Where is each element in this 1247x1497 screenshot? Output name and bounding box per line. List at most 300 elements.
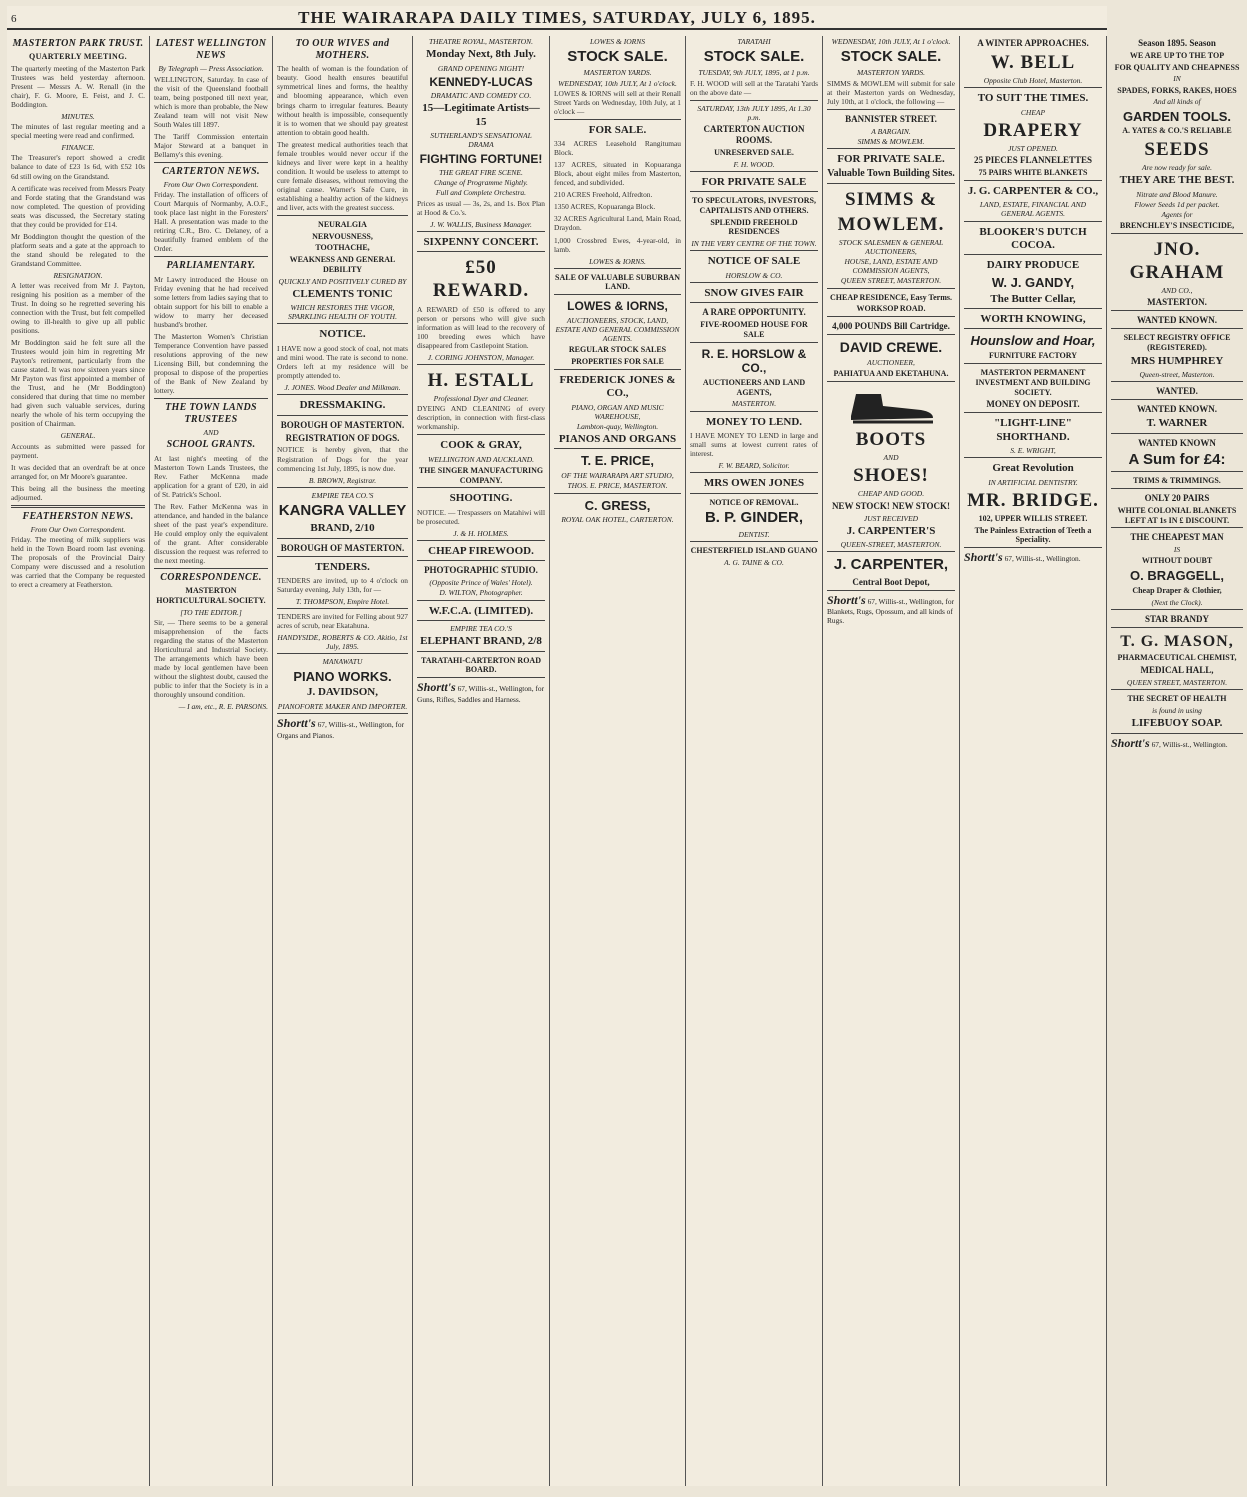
ad-title: SNOW GIVES FAIR bbox=[704, 286, 804, 299]
ad-line: A BARGAIN. bbox=[871, 126, 911, 136]
divider bbox=[154, 398, 268, 399]
ad-title: 4,000 POUNDS Bill Cartridge. bbox=[832, 321, 950, 332]
letter-signature: — I am, etc., R. E. PARSONS. bbox=[178, 702, 268, 712]
advert-dentistry bbox=[964, 457, 1102, 545]
divider bbox=[11, 505, 145, 508]
ad-title: BOROUGH OF MASTERTON. bbox=[280, 542, 405, 553]
ad-title: BLOOKER'S DUTCH COCOA. bbox=[979, 225, 1087, 251]
column-5 bbox=[550, 36, 686, 1486]
advert-shooting bbox=[417, 487, 545, 538]
ad-title: R. E. HORSLOW & CO., bbox=[701, 346, 807, 376]
ad-title: STOCK SALE. bbox=[703, 48, 805, 66]
ad-title: SHOES! bbox=[853, 465, 929, 487]
ad-line: QUEEN-STREET, MASTERTON. bbox=[840, 540, 942, 550]
advert-road-board bbox=[417, 651, 545, 676]
ad-title: KANGRA VALLEY bbox=[278, 501, 407, 519]
ad-title: W. BELL bbox=[990, 51, 1076, 73]
advert-shorthand bbox=[964, 412, 1102, 455]
ad-signature: F. H. WOOD. bbox=[733, 159, 775, 169]
advert-shortts bbox=[964, 547, 1102, 565]
ad-title: ONLY 20 PAIRS bbox=[1144, 492, 1210, 503]
ad-text: SIMMS & MOWLEM will submit for sale at their Masterton yards on Wednesday, July 10th, at 1 o'clock, the following — bbox=[827, 78, 955, 106]
advert-private-sale bbox=[690, 171, 818, 189]
ad-title: TARATAHI-CARTERTON ROAD BOARD. bbox=[421, 655, 541, 675]
ad-title: ELEPHANT BRAND, 2/8 bbox=[420, 635, 542, 648]
advert-dressmaking bbox=[277, 394, 408, 412]
ad-line: PAHIATUA AND EKETAHUNA. bbox=[833, 369, 949, 379]
ad-brand: Shortt's bbox=[827, 592, 866, 607]
ad-line: J. CARPENTER'S bbox=[846, 524, 936, 537]
ad-line: TUESDAY, 9th JULY, 1895, at 1 p.m. bbox=[698, 68, 810, 78]
ad-line: (Next the Clock). bbox=[1151, 597, 1203, 607]
newspaper-title: THE WAIRARAPA DAILY TIMES, SATURDAY, JULY 6, 1895. bbox=[298, 8, 816, 27]
ad-line: AND bbox=[883, 453, 899, 463]
ad-line: DRAMATIC AND COMEDY CO. bbox=[430, 91, 532, 101]
ad-title: 15—Legitimate Artists—15 bbox=[422, 102, 540, 128]
advert-boots bbox=[827, 381, 955, 549]
ad-title: TRIMS & TRIMMINGS. bbox=[1133, 476, 1221, 486]
ad-line: NEW STOCK! NEW STOCK! bbox=[831, 500, 951, 511]
divider bbox=[154, 162, 268, 163]
advert-concert bbox=[417, 231, 545, 249]
advert-horslow bbox=[690, 342, 818, 409]
ad-line: IN THE VERY CENTRE OF THE TOWN. bbox=[691, 239, 817, 249]
article-text: The Masterton Women's Christian Temperance Convention have passed resolutions approving of the new Licensing Bill, but condemning the proposal to dispose of the properties of the Bank of New Zealand by lottery. bbox=[154, 331, 268, 395]
article-text: At last night's meeting of the Masterton Town Lands Trustees, the Rev. Father McKenna made application for a grant of £20, in aid of St. Patrick's School. bbox=[154, 453, 268, 499]
ad-title: BOROUGH OF MASTERTON. bbox=[280, 419, 405, 430]
subheading-quarterly: QUARTERLY MEETING. bbox=[29, 52, 127, 62]
ad-text: TENDERS are invited, up to 4 o'clock on Saturday evening, July 13th, for — bbox=[277, 575, 408, 594]
advert-elephant-tea bbox=[417, 620, 545, 649]
heading-featherston: FEATHERSTON NEWS. bbox=[22, 510, 134, 522]
heading-town-lands: THE TOWN LANDS TRUSTEES bbox=[165, 401, 257, 426]
ad-signature: J. W. WALLIS, Business Manager. bbox=[430, 219, 532, 229]
ad-text: 210 ACRES Freehold, Alfredton. bbox=[554, 190, 653, 200]
ad-text: 67, Willis-st., Wellington, for Guns, Rifles, Saddles and Harness. bbox=[417, 684, 545, 704]
advert-tenders bbox=[277, 556, 408, 607]
advert-building-sites bbox=[827, 148, 955, 181]
ad-signature: HORSLOW & CO. bbox=[725, 270, 783, 280]
ad-text: F. H. WOOD will sell at the Taratahi Yards on the above date — bbox=[690, 78, 818, 97]
byline: By Telegraph — Press Association. bbox=[158, 64, 264, 74]
advert-wanted-known bbox=[1111, 310, 1243, 326]
ad-line: A Sum for £4: bbox=[1128, 450, 1226, 468]
ad-line: AUCTIONEERS, STOCK, LAND, ESTATE AND GENERAL COMMISSION AGENTS. bbox=[555, 315, 680, 344]
column-9 bbox=[1107, 36, 1247, 1486]
ad-title: WANTED KNOWN bbox=[1138, 437, 1216, 448]
ad-line: EMPIRE TEA CO.'S bbox=[450, 623, 512, 633]
advert-worth-knowing bbox=[964, 308, 1102, 326]
ad-line: AND CO., bbox=[1161, 286, 1193, 296]
ad-text: NOTICE. — Trespassers on Matahiwi will be prosecuted. bbox=[417, 507, 545, 526]
ad-signature: D. WILTON, Photographer. bbox=[439, 588, 523, 598]
advert-lifebuoy bbox=[1111, 689, 1243, 730]
ad-line: GRAND OPENING NIGHT! bbox=[437, 63, 525, 73]
ad-line: Change of Programme Nightly. bbox=[434, 178, 528, 188]
advert-registry bbox=[1111, 328, 1243, 379]
ad-line: BRAND, 2/10 bbox=[310, 522, 375, 535]
advert-money-lend bbox=[690, 411, 818, 471]
ad-line: NEURALGIA bbox=[318, 219, 367, 229]
ad-line: PROPERTIES FOR SALE bbox=[571, 357, 664, 366]
ad-text: 32 ACRES Agricultural Land, Main Road, Draydon. bbox=[554, 214, 681, 233]
article-text: The Treasurer's report showed a credit balance to date of £23 1s 6d, with £52 10s 6d still owing on the Grandstand. bbox=[11, 153, 145, 181]
heading-wives-mothers: TO OUR WIVES and MOTHERS. bbox=[295, 38, 390, 62]
ad-text: DYEING AND CLEANING of every description, in connection with first-class workmanship. bbox=[417, 404, 545, 432]
ad-line: UNRESERVED SALE. bbox=[714, 147, 794, 157]
newspaper-page bbox=[7, 6, 1240, 1486]
ad-title: KENNEDY-LUCAS bbox=[429, 74, 533, 89]
section-label: RESIGNATION. bbox=[53, 270, 103, 280]
ad-line: WORKSOP ROAD. bbox=[856, 304, 926, 314]
ad-text: 67, Willis-st., Wellington, for Blankets, Rugs, Opossum, and all kinds of Rugs. bbox=[827, 596, 955, 626]
ad-line: WE ARE UP TO THE TOP bbox=[1129, 50, 1225, 60]
ad-line: TOOTHACHE, bbox=[315, 243, 370, 253]
ad-line: JUST OPENED. bbox=[1008, 144, 1058, 153]
advert-notice-wood bbox=[277, 323, 408, 392]
ad-title: LOWES & IORNS, bbox=[567, 299, 668, 314]
ad-line: SPADES, FORKS, RAKES, HOES bbox=[1117, 85, 1237, 95]
advert-for-sale bbox=[554, 119, 681, 266]
ad-title: GARDEN TOOLS. bbox=[1122, 108, 1232, 124]
ad-title: T. E. PRICE, bbox=[581, 453, 654, 469]
ad-line: LOWES & IORNS bbox=[590, 37, 645, 46]
ad-line: PHARMACEUTICAL CHEMIST, bbox=[1117, 653, 1237, 663]
heading-park-trust: MASTERTON PARK TRUST. bbox=[12, 38, 144, 49]
ad-title: MR. BRIDGE. bbox=[967, 489, 1099, 511]
ad-title: J. CARPENTER, bbox=[833, 556, 949, 574]
ad-line: Professional Dyer and Cleaner. bbox=[433, 394, 529, 404]
ad-line: Season 1895. Season bbox=[1138, 38, 1216, 48]
ad-line: NERVOUSNESS, bbox=[312, 231, 373, 241]
advert-clements-tonic bbox=[277, 215, 408, 322]
page-number: 6 bbox=[11, 13, 17, 25]
advert-auction-rooms bbox=[690, 100, 818, 169]
ad-title: STOCK SALE. bbox=[567, 48, 668, 66]
ad-brand: Shortt's bbox=[964, 550, 1003, 565]
advert-wfca bbox=[417, 600, 545, 618]
divider bbox=[154, 256, 268, 257]
advert-rare-opportunity bbox=[690, 302, 818, 339]
ad-line: AUCTIONEER, bbox=[867, 358, 915, 368]
advert-lowes-iorns bbox=[554, 294, 681, 367]
advert-cartridge bbox=[827, 316, 955, 332]
ad-line: WEAKNESS AND GENERAL DEBILITY bbox=[289, 255, 396, 274]
advert-suburban-land bbox=[554, 268, 681, 293]
advert-borough bbox=[277, 538, 408, 554]
ad-brand: Shortt's bbox=[1111, 735, 1150, 750]
ad-brand: Shortt's bbox=[417, 680, 456, 695]
ad-text: I HAVE MONEY TO LEND in large and small sums at lowest current rates of interest. bbox=[690, 431, 818, 459]
ad-line: WITHOUT DOUBT bbox=[1141, 556, 1213, 566]
advert-price-art-studio bbox=[554, 448, 681, 490]
ad-line: CHEAP AND GOOD. bbox=[857, 489, 925, 499]
ad-line: 75 PAIRS WHITE BLANKETS bbox=[978, 168, 1088, 178]
ad-title: PHOTOGRAPHIC STUDIO. bbox=[424, 565, 538, 576]
ad-title: SEEDS bbox=[1144, 139, 1210, 161]
ad-line: MASTERTON YARDS. bbox=[583, 68, 652, 78]
advert-hounslow bbox=[964, 328, 1102, 361]
ad-line: Valuable Town Building Sites. bbox=[827, 168, 955, 180]
ad-line: The Butter Cellar, bbox=[990, 292, 1076, 305]
advert-dog-registration bbox=[277, 415, 408, 485]
advert-trims bbox=[1111, 471, 1243, 486]
ad-title: CHEAP RESIDENCE, Easy Terms. bbox=[829, 292, 953, 302]
section-label: GENERAL. bbox=[60, 431, 96, 441]
ad-title: H. ESTALL bbox=[427, 369, 535, 391]
advert-blankets bbox=[1111, 488, 1243, 525]
ad-title: J. G. CARPENTER & CO., bbox=[967, 184, 1099, 197]
column-8 bbox=[960, 36, 1107, 1486]
ad-title: MONEY TO LEND. bbox=[705, 415, 803, 428]
ad-title: CARTERTON AUCTION ROOMS. bbox=[703, 123, 805, 145]
section-label: FINANCE. bbox=[61, 143, 95, 153]
ad-signature: A. G. TAINE & CO. bbox=[724, 557, 784, 567]
ad-signature: F. W. BEARD, Solicitor. bbox=[718, 461, 790, 471]
ad-line: PIANOS AND ORGANS bbox=[558, 432, 677, 445]
ad-line: SPLENDID FREEHOLD RESIDENCES bbox=[710, 217, 798, 237]
ad-line: WEDNESDAY, 10th JULY, At 1 o'clock. bbox=[831, 37, 951, 46]
advert-firewood bbox=[417, 540, 545, 558]
ad-line: WEDNESDAY, 10th JULY, At 1 o'clock. bbox=[558, 78, 677, 88]
ad-title: CHESTERFIELD ISLAND GUANO bbox=[690, 545, 818, 555]
ad-line: Queen-street, Masterton. bbox=[1139, 370, 1215, 380]
ad-title: B. P. GINDER, bbox=[704, 509, 804, 527]
ad-title: SIMMS & bbox=[845, 188, 937, 210]
ad-line: Cheap Draper & Clothier, bbox=[1132, 586, 1222, 596]
ad-text: 1350 ACRES, Kopuaranga Block. bbox=[554, 202, 656, 212]
ad-line: FIVE-ROOMED HOUSE FOR SALE bbox=[700, 320, 808, 339]
article-text: The greatest medical authorities teach that female troubles would never occur if the kidneys and liver were kept in a healthy condition. It would be useless to attempt to cure female diseases, without removing the original cause. Warner's Safe Cure, in establishing a healthy action of the kidneys and liver, acts with the greatest success. bbox=[277, 139, 408, 212]
ad-line: WELLINGTON AND AUCKLAND. bbox=[427, 454, 535, 464]
ad-title: W.F.C.A. (LIMITED). bbox=[428, 604, 534, 617]
ad-line: THE SINGER MANUFACTURING COMPANY. bbox=[418, 465, 544, 485]
advert-reward bbox=[417, 251, 545, 362]
ad-title: PIANO WORKS. bbox=[293, 668, 392, 684]
ad-signature: B. BROWN, Registrar. bbox=[308, 475, 377, 485]
ad-line: S. E. WRIGHT, bbox=[1010, 446, 1056, 456]
ad-title: DAIRY PRODUCE bbox=[986, 259, 1080, 272]
ad-text: 67, Willis-st., Wellington. bbox=[1151, 739, 1228, 749]
ad-line: WHICH RESTORES THE VIGOR, SPARKLING HEALTH OF YOUTH. bbox=[288, 303, 397, 322]
advert-drapery bbox=[964, 87, 1102, 178]
ad-title: FREDERICK JONES & CO., bbox=[559, 373, 676, 400]
ad-line: ROYAL OAK HOTEL, CARTERTON. bbox=[561, 515, 674, 525]
ad-title: WANTED. bbox=[1156, 386, 1198, 397]
ad-line: Lambton-quay, Wellington. bbox=[576, 421, 659, 431]
advert-bannister bbox=[827, 109, 955, 146]
byline: From Our Own Correspondent. bbox=[30, 524, 126, 534]
ad-line: STOCK SALESMEN & GENERAL AUCTIONEERS, bbox=[838, 237, 944, 256]
ad-signature: SIMMS & MOWLEM. bbox=[857, 136, 925, 146]
article-text: This being all the business the meeting adjourned. bbox=[11, 483, 145, 502]
ad-line: QUICKLY AND POSITIVELY CURED BY bbox=[278, 276, 407, 286]
ad-line: LAND, ESTATE, FINANCIAL AND GENERAL AGENTS. bbox=[979, 200, 1087, 219]
article-text: Sir, — There seems to be a general misapprehension of the facts regarding the status of the Masterton Horticultural and Industrial Society. The arrangements which have been made by local gentlemen have been without the slightest doubt, caused the public to infer that the Society is in a thoroughly unsound condition. bbox=[154, 617, 268, 700]
advert-cheap-residence bbox=[827, 288, 955, 315]
ad-title: MOWLEM. bbox=[837, 213, 945, 235]
article-text: A certificate was received from Messrs Peaty and Forde stating that the Grandstand was now completed. The question of providing seats was discussed, the Secretary stating that they could be provided for £14. bbox=[11, 183, 145, 229]
advert-simms-mowlem bbox=[827, 183, 955, 286]
advert-building-society bbox=[964, 363, 1102, 410]
ad-line: PIANOFORTE MAKER AND IMPORTER. bbox=[277, 701, 408, 711]
advert-shortts bbox=[827, 590, 955, 626]
ad-title: COOK & GRAY, bbox=[440, 439, 522, 452]
ad-line: MANAWATU bbox=[322, 657, 363, 667]
ad-title: TENDERS. bbox=[315, 560, 370, 573]
ad-line: IS bbox=[1173, 545, 1181, 555]
advert-empire-tea bbox=[277, 487, 408, 536]
ad-line: HOUSE, LAND, ESTATE AND COMMISSION AGENTS, bbox=[844, 257, 938, 276]
article-text: The Rev. Father McKenna was in attendance, and handed in the balance sheet of the past year's expenditure. He could employ only the equivalent of the grant. After considerable discussion the request was referred to the next meeting. bbox=[154, 501, 268, 565]
ad-line: JUST RECEIVED bbox=[863, 513, 919, 523]
ad-text: A REWARD of £50 is offered to any person or persons who will give such information as will lead to the recovery of 100 breeding ewes which have disappeared from Castlepoint Station. bbox=[417, 304, 545, 350]
advert-speculators bbox=[690, 191, 818, 248]
ad-line: THEATRE ROYAL, MASTERTON. bbox=[428, 37, 534, 46]
advert-shortts bbox=[277, 713, 408, 740]
ad-line: IN bbox=[1173, 74, 1181, 84]
ad-line: NOTICE OF REMOVAL. bbox=[709, 497, 799, 507]
ad-signature: T. THOMPSON, Empire Hotel. bbox=[295, 596, 390, 606]
ad-title: THE CHEAPEST MAN bbox=[1130, 532, 1224, 543]
ad-line: MONEY ON DEPOSIT. bbox=[986, 399, 1080, 410]
ad-title: WANTED KNOWN. bbox=[1136, 404, 1217, 415]
ad-title: TO SUIT THE TIMES. bbox=[977, 92, 1089, 105]
article-text: It was decided that an overdraft be at once arranged for, on Mr Moore's guarantee. bbox=[11, 462, 145, 481]
article-text: The Tariff Commission entertain Major Steward at a banquet in Bellamy's this evening. bbox=[154, 131, 268, 159]
ad-line: SATURDAY, 13th JULY 1895, At 1.30 p.m. bbox=[697, 103, 811, 122]
article-text: Mr Boddington said he felt sure all the Trustees would join him in regretting Mr Payton's retirement, particularly from the cause stated. It was now sixteen years since Mr Payton was first appointed a member of the Trust, and he (Mr Boddington) considered that during that time no member had given such valuable services, during nearly the whole of his term occupying the position of Chairman. bbox=[11, 338, 145, 429]
ad-title: WORTH KNOWING, bbox=[980, 313, 1086, 326]
ad-title: FIGHTING FORTUNE! bbox=[419, 151, 543, 166]
article-text: Accounts as submitted were passed for payment. bbox=[11, 441, 145, 460]
ad-title: WANTED KNOWN. bbox=[1136, 315, 1217, 326]
ad-line: PIANO, ORGAN AND MUSIC WAREHOUSE, bbox=[571, 402, 664, 421]
ad-line: T. WARNER bbox=[1146, 417, 1208, 430]
ad-text: I HAVE now a good stock of coal, not mats and mini wood. The rate is second to none. Orders left at my residence will be promptly attended to. bbox=[277, 343, 408, 380]
ad-text: NOTICE is hereby given, that the Registration of Dogs for the year commencing 1st July, 1895, is now due. bbox=[277, 445, 408, 473]
heading-carterton: CARTERTON NEWS. bbox=[162, 165, 260, 177]
ad-line: Full and Complete Orchestra. bbox=[435, 188, 527, 198]
heading-wellington-news: LATEST WELLINGTON NEWS bbox=[155, 38, 267, 62]
advert-graham bbox=[1111, 233, 1243, 308]
article-text: Friday. The installation of officers of Court Marquis of Normanby, A.O.F., took place last night in the Foresters' Hall. A presentation was made to the retiring C.R., Bro. C. Delaney, of a beautifully framed emblem of the Order. bbox=[154, 190, 268, 254]
ad-title: FOR PRIVATE SALE bbox=[701, 175, 807, 188]
advert-scrub-tenders bbox=[277, 608, 408, 651]
column-3 bbox=[273, 36, 413, 1486]
article-text: The health of woman is the foundation of beauty. Good health ensures beautiful symmetrical lines and forms, the healthy and blooming appearance, which even brings charm to irregular features. Beauty without health is impossible, consequently it is to women that we should pay greatest attention to obtain good health. bbox=[277, 64, 408, 137]
column-2 bbox=[150, 36, 273, 1486]
advert-cook-gray bbox=[417, 434, 545, 485]
ad-line: A. YATES & CO.'S RELIABLE bbox=[1122, 126, 1232, 136]
advert-frederick-jones bbox=[554, 369, 681, 447]
advert-carpenter-co bbox=[964, 180, 1102, 219]
ad-line: IN ARTIFICIAL DENTISTRY. bbox=[988, 477, 1078, 487]
advert-cocoa bbox=[964, 221, 1102, 253]
ad-signature: J. CORING JOHNSTON, Manager. bbox=[427, 352, 535, 362]
column-4 bbox=[413, 36, 550, 1486]
ad-title: REGISTRATION OF DOGS. bbox=[285, 432, 400, 443]
ad-line: J. DAVIDSON, bbox=[306, 686, 378, 699]
ad-line: MEDICAL HALL, bbox=[1140, 665, 1214, 676]
ad-title: O. BRAGGELL, bbox=[1130, 568, 1224, 584]
article-text: The minutes of last regular meeting and a special meeting were read and confirmed. bbox=[11, 122, 145, 141]
ad-title: Monday Next, 8th July. bbox=[426, 48, 536, 61]
ad-title: DRAPERY bbox=[983, 119, 1083, 141]
advert-sum bbox=[1111, 433, 1243, 469]
column-7 bbox=[823, 36, 960, 1486]
ad-text: 67, Willis-st., Wellington. bbox=[1004, 554, 1081, 564]
advert-shortts bbox=[417, 677, 545, 704]
ad-line: Opposite Club Hotel, Masterton. bbox=[983, 76, 1083, 86]
advert-carpenter bbox=[827, 551, 955, 587]
ad-line: MASTERTON. bbox=[731, 399, 777, 409]
byline: From Our Own Correspondent. bbox=[163, 179, 259, 189]
ad-title: £50 REWARD. bbox=[432, 257, 530, 302]
article-text: Mr Boddington thought the question of the platform seats and a gate at the approach to the stand should be relegated to the Grandstand Committee. bbox=[11, 231, 145, 268]
ad-brand: Shortt's bbox=[277, 716, 316, 731]
advert-snow bbox=[690, 282, 818, 300]
ad-line: 102, UPPER WILLIS STREET. bbox=[978, 513, 1088, 523]
ad-title: SHOOTING. bbox=[449, 492, 513, 505]
ad-line: SUTHERLAND'S SENSATIONAL DRAMA bbox=[430, 131, 532, 150]
ad-line: FOR QUALITY AND CHEAPNESS bbox=[1114, 62, 1240, 72]
ad-line: 25 PIECES FLANNELETTES bbox=[973, 155, 1093, 166]
advert-david-crewe bbox=[827, 334, 955, 379]
ad-title: SELECT REGISTRY OFFICE (REGISTERED). bbox=[1123, 333, 1231, 353]
ad-title: NOTICE OF SALE bbox=[707, 255, 801, 268]
heading-and: AND bbox=[203, 428, 219, 438]
ad-text: Prices as usual — 3s, 2s, and 1s. Box Plan at Hood & Co.'s. bbox=[417, 198, 545, 217]
ad-line: CHEAP bbox=[1020, 107, 1046, 117]
ad-signature: HANDYSIDE, ROBERTS & CO. Akitio, 1st July, 1895. bbox=[277, 633, 408, 652]
ad-line: EMPIRE TEA CO.'S bbox=[311, 490, 374, 500]
ad-title: STOCK SALE. bbox=[840, 48, 942, 66]
ad-title: TO SPECULATORS, INVESTORS, CAPITALISTS AND OTHERS. bbox=[692, 196, 816, 215]
ad-line: FURNITURE FACTORY bbox=[988, 351, 1078, 361]
section-label: MINUTES. bbox=[61, 112, 95, 122]
masthead bbox=[7, 6, 1107, 30]
divider bbox=[154, 568, 268, 569]
ad-line: THE GREAT FIRE SCENE. bbox=[439, 168, 523, 178]
advert-piano-works bbox=[277, 653, 408, 711]
ad-line: The Painless Extraction of Teeth a Speciality. bbox=[974, 525, 1092, 545]
ad-line: CLEMENTS TONIC bbox=[292, 287, 393, 300]
ad-line: THEY ARE THE BEST. bbox=[1119, 174, 1235, 187]
ad-title: CHEAP FIREWOOD. bbox=[428, 544, 534, 557]
ad-line: (Opposite Prince of Wales' Hotel). bbox=[429, 578, 533, 588]
advert-owen-jones bbox=[690, 472, 818, 490]
advert-brandy bbox=[1111, 609, 1243, 625]
ad-title: "LIGHT-LINE" SHORTHAND. bbox=[994, 417, 1072, 443]
article-text: The quarterly meeting of the Masterton Park Trustees was held yesterday afternoon. Present — Messrs A. W. Renall (in the chair), F. G. Moore, E. Feist, and J. C. Boddington. bbox=[11, 63, 145, 110]
columns bbox=[7, 36, 1240, 1486]
advert-wanted bbox=[1111, 381, 1243, 397]
ad-text: 137 ACRES, situated in Kopuaranga Block, about eight miles from Masterton, fenced, and subdivided. bbox=[554, 160, 681, 188]
ad-title: Great Revolution bbox=[992, 462, 1074, 475]
ad-signature: J. & H. HOLMES. bbox=[453, 528, 509, 538]
advert-ginder bbox=[690, 493, 818, 539]
ad-title: SIXPENNY CONCERT. bbox=[423, 235, 539, 248]
ad-line: TARATAHI bbox=[737, 37, 771, 46]
ad-title: W. J. GANDY, bbox=[991, 274, 1075, 290]
ad-title: Hounslow and Hoar, bbox=[970, 333, 1096, 349]
advert-braggell bbox=[1111, 527, 1243, 607]
ad-line: DENTIST. bbox=[738, 529, 770, 539]
advert-photo-studio bbox=[417, 560, 545, 597]
ad-title: JNO. GRAHAM bbox=[1129, 239, 1225, 284]
ad-line: Agents for bbox=[1161, 210, 1193, 220]
